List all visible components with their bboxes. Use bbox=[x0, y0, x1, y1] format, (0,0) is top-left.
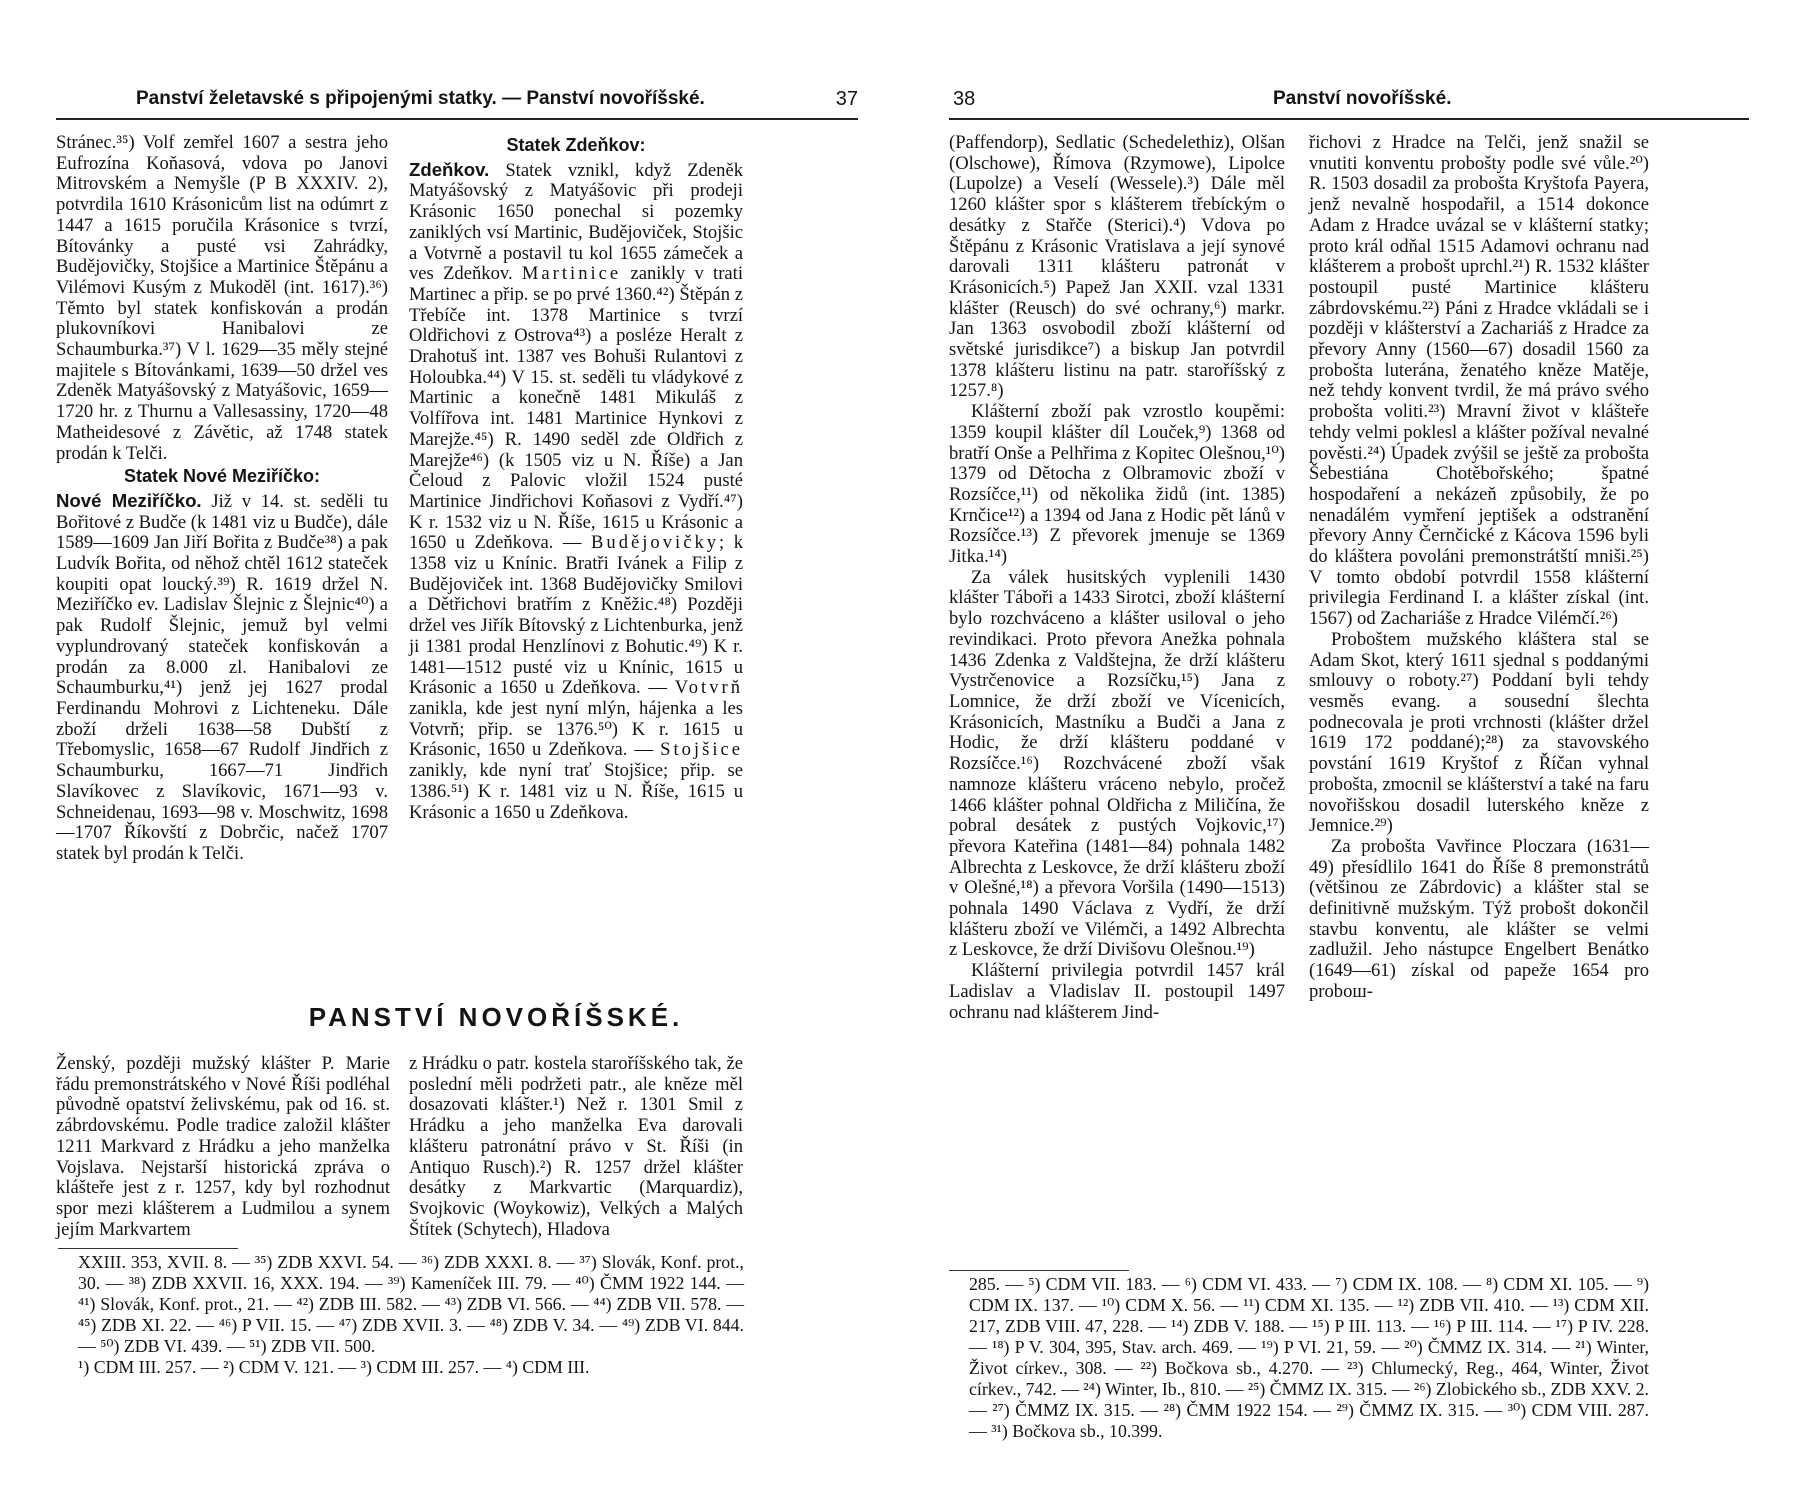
text-zdenkov-c: ; k 1358 viz u Knínic. Bratři Ivánek a Filip z Budějoviček int. 1368 Budějovičky Smilovi a Dětřichovi bratřím z Kněžic.⁴⁸) Později držel ves Jiřík Bítovský z Lichtenburka, jenž ji 1381 prodal Henzlínovi z Bohutic.⁴⁹) K r. 1481—1512 pusté viz u Knínic, 1615 u Krásonic a 1650 u Zdeňkova. — bbox=[409, 532, 743, 699]
paragraph-privilegia: Klášterní privilegia potvrdil 1457 král Ladislav a Vladislav II. postoupil 1497 ochranu nad klášterem Jind- bbox=[949, 960, 1285, 1023]
footnotes-right-block: 285. — ⁵) CDM VII. 183. — ⁶) CDM VI. 433. — ⁷) CDM IX. 108. — ⁸) CDM XI. 105. — ⁹) CDM IX. 137. — ¹⁰) CDM X. 56. — ¹¹) CDM XI. 135. — ¹²) ZDB VII. 410. — ¹³) CDM XII. 217, ZDB VIII. 47, 228. — ¹⁴) ZDB V. 188. — ¹⁵) P III. 113. — ¹⁶) P III. 114. — ¹⁷) P IV. 228. — ¹⁸) P V. 304, 395, Stav. arch. 469. — ¹⁹) P VI. 21, 59. — ²⁰) ČMMZ IX. 314. — ²¹) Winter, Život církev., 308. — ²²) Bočkova sb., 4.270. — ²³) Chlumecký, Reg., 464, Winter, Život církev., 742. — ²⁴) Winter, Ib., 810. — ²⁵) ČMMZ IX. 315. — ²⁶) Zlobického sb., ZDB XXV. 2. — ²⁷) ČMMZ IX. 315. — ²⁸) ČMM 1922 154. — ²⁹) ČMMZ IX. 315. — ³⁰) CDM VIII. 287. — ³¹) Bočkova sb., 10.399. bbox=[969, 1274, 1649, 1441]
column-left-2 bbox=[409, 133, 743, 843]
paragraph-zdenkov bbox=[409, 160, 743, 824]
lead-nove-mezericko: Nové Meziříčko. bbox=[56, 489, 202, 511]
running-head-title: Panství želetavské s připojenými statky. — Panství novoříšské. bbox=[136, 88, 705, 109]
header-rule bbox=[949, 118, 1749, 120]
text-zdenkov-e: zanikly, kde nyní trať Stojšice; přip. se 1386.⁵¹) K r. 1481 viz u N. Říše, 1615 u Krásonic a 1650 u Zdeňkova. bbox=[409, 760, 743, 823]
page-38 bbox=[905, 0, 1810, 1500]
paragraph-richovi: řichovi z Hradce na Telči, jenž snažil se vnutiti konventu proboštу podle své vůle.²⁰) R. 1503 dosadil za probošta Kryštofa Payera, jenž nevalně hospodařil, a 1514 dokonce Adam z Hradce uvázal se v klášterní statky; proto král odňal 1515 Adamovi ochranu nad klášterem a probošt uprchl.²¹) R. 1532 klášter postoupil pusté Martinice klášteru zábrdovskému.²²) Páni z Hradce vkládali se i později v klášterství a Zachariáš z Hradce za převory Anny (1560—67) dosadil 1560 za probošta luterána, ženatého kněze Matěje, než tehdy konvent tvrdil, že má právo svého probošta voliti.²³) Mravní život v klášteře tehdy velmi poklesl a klášter požíval nevalné pověsti.²⁴) Úpadek zvýšil se ještě za probošta Šebestiána Chotěbořského; špatné hospodaření a nekázeň způsobily, že po nenadálém vymření jeptišek a odstranění převory Anny Černčické z Kácova 1596 byli do kláštera povoláni premonstrátští mniši.²⁵) V tomto období potvrdil 1558 klášterní privilegia Ferdinand I. a klášter získal (int. 1567) od Zachariáše z Hradce Vilémčí.²⁶) bbox=[1309, 132, 1649, 630]
lead-zdenkov: Zdeňkov. bbox=[409, 158, 490, 180]
paragraph-stranec: Stránec.³⁵) Volf zemřel 1607 a sestra jeho Eufrozína Koňasová, vdova po Janovi Mitrovském a Nemyšle (P B XXXIV. 2), potvrdila 1610 Krásonicům list na odúmrt z 1447 a 1615 poručila Krásonice s tvrzí, Bítovánky a pusté vsi Zahrádky, Budějovičky, Stojšice a Martinice Štěpánu a Vilémovi Kusým z Mukoděl (int. 1617).³⁶) Těmto byl statek konfiskován a prodán plukovníkovi Hanibalovi ze Schaumburka.³⁷) V l. 1629—35 měly stejné majitele s Bítovánkami, 1639—50 držel ves Zdeněk Matyášovský z Matyášovic, 1659—1720 hr. z Thurnu a Vallesassiny, 1720—48 Matheidesové z Závětic, až 1748 statek prodán k Telči. bbox=[56, 132, 388, 464]
column-right-2 bbox=[1309, 133, 1649, 1253]
paragraph-ploczar: Za probošta Vavřince Ploczara (1631—49) přesídlilo 1641 do Říše 8 premonstrátů (většinou ze Zábrdovic) a klášter stal se definitivně mužským. Týž probošt dokončil stavbu konventu, ale klášter se velmi zadlužil. Jeho nástupce Engelbert Benátko (1649—61) získal od papeže 1654 pro probош- bbox=[1309, 835, 1649, 1002]
footnote-rule-left bbox=[58, 1248, 238, 1249]
text-zdenkov-d: zanikla, kde jest nyní mlýn, hájenka a les Votvrň; přip. se 1376.⁵⁰) K r. 1615 u Krásonic, 1650 u Zdeňkova. — bbox=[409, 697, 743, 761]
spaced-martinice: Martinice bbox=[521, 263, 622, 285]
heading-statek-zdenkov: Statek Zdeňkov: bbox=[506, 135, 646, 155]
footnotes-left bbox=[78, 1252, 744, 1432]
paragraph-valky-husitske: Za válek husitských vyplenili 1430 klášter Táboři a 1433 Sirotci, zboží klášterní bylo rozchváceno a klášter usiloval o jeho revindikaci. Proto převora Anežka pohnala 1436 Zdenka z Valdštejna, že drží klášteru Vystrčenovice a Rozsíčku,¹⁵) Jana z Lomnice, že drží zboží ve Vícenicích, Krásonicích, Mastníku a Budči a Jana z Hodic, že drží klášteru poddané v Rozsíčce.¹⁶) Rozchvácené zboží však namnoze klášteru vráceno nebylo, pročež 1466 klášter pohnal Oldřicha z Miličína, že pobral desátek z pustých Vojkovic,¹⁷) převora Kateřina (1481—84) pohnala 1482 Albrechta z Leskovce, že drží klášteru zboží v Olešné,¹⁸) a převora Voršila (1490—1513) pohnala 1490 Václava z Vydří, že drží klášteru zboží ve Vilémči, a 1492 Albrechta z Leskovce, že drží Divišovu Olešnou.¹⁹) bbox=[949, 566, 1285, 961]
spaced-budejovicky: Budějovičky bbox=[591, 532, 720, 554]
text-zdenkov-b: zanikly v trati Martinec a přip. se po prvé 1360.⁴²) Štěpán z Třebíče int. 1378 Martinice s tvrzí Oldřichovi z Ostrova⁴³) a posléze Heralt z Drahotuš int. 1387 ves Bohuši Rulantovi z Holoubka.⁴⁴) V 15. st. seděli tu vládykové z Martinic a konečně 1481 Mikuláš z Volfířova int. 1481 Martinice Hynkovi z Marejže.⁴⁵) R. 1490 seděl zde Oldřich z Marejže⁴⁶) (k 1505 viz u N. Říše) a Jan Čeloud z Palovic vložil 1524 pusté Martinice Jindřichovi Koňasovi z Vydří.⁴⁷) K r. 1532 viz u N. Říše, 1615 u Krásonic a 1650 u Zdeňkova. — bbox=[409, 263, 743, 554]
heading-statek-nove-meziricko: Statek Nové Meziříčko: bbox=[123, 466, 321, 487]
header-rule bbox=[56, 118, 858, 120]
page-number: 38 bbox=[953, 88, 976, 110]
spaced-votvrn: Votvrň bbox=[674, 677, 743, 699]
text-nove-mezericko: Již v 14. st. seděli tu Bořitové z Budče (k 1481 viz u Budče), dále 1589—1609 Jan Jiří Bořita z Budče³⁸) a pak Ludvík Bořita, od něhož chtěl 1612 stateček koupiti opat loucký.³⁹) R. 1619 držel N. Meziříčko ev. Ladislav Šlejnic z Šlejnic⁴⁰) a pak Rudolf Šlejnic, jemuž byl velmi vyplundrovaný stateček konfiskován a prodán za 8.000 zl. Hanibalovi ze Schaumburku,⁴¹) jenž jej 1627 prodal Ferdinandu Mohrovi z Lichteneku. Dále zboží drželi 1638—58 Dubští z Třebomyslic, 1658—67 Rudolf Jindřich z Schaumburku, 1667—71 Jindřich Slavíkovec z Slavíkovic, 1671—93 v. Schneidenau, 1693—98 v. Moschwitz, 1698—1707 Říkovští z Dobrčic, načež 1707 statek byl prodán k Telči. bbox=[56, 490, 389, 864]
column-right-1 bbox=[949, 133, 1285, 1253]
paragraph-nove-mezericko bbox=[56, 491, 388, 865]
section-title-panstvi-novoriisske: PANSTVÍ NOVOŘÍŠSKÉ. bbox=[308, 1002, 684, 1032]
column-left-1 bbox=[56, 132, 389, 864]
column-left-3 bbox=[56, 1054, 390, 1239]
paragraph-probostem: Proboštem mužského kláštera stal se Adam Skot, který 1611 sjednal s poddanými smlouvy o roboty.²⁷) Poddaní byli tehdy vesměs evang. a sousední šlechta podnecovala je proti vrchnosti (klášter držel 1619 172 poddané);²⁸) za stavovského povstání 1619 Kryštof z Říčan vyhnal probošta, zmocnil se klášterství a také na faru novořišskou dosadil luterského kněze z Jemnice.²⁹) bbox=[1309, 628, 1649, 837]
running-head-left bbox=[136, 88, 858, 118]
footnotes-right bbox=[969, 1274, 1649, 1449]
footnotes-left-block-2: ¹) CDM III. 257. — ²) CDM V. 121. — ³) CDM III. 257. — ⁴) CDM III. bbox=[78, 1357, 590, 1377]
footnotes-left-block-1: XXIII. 353, XVII. 8. — ³⁵) ZDB XXVI. 54. — ³⁶) ZDB XXXI. 8. — ³⁷) Slovák, Konf. prot., 30. — ³⁸) ZDB XXVII. 16, XXX. 194. — ³⁹) Kameníček III. 79. — ⁴⁰) ČMM 1922 144. — ⁴¹) Slovák, Konf. prot., 21. — ⁴²) ZDB III. 582. — ⁴³) ZDB VI. 566. — ⁴⁴) ZDB VII. 578. — ⁴⁵) ZDB XI. 22. — ⁴⁶) P VII. 15. — ⁴⁷) ZDB XVII. 3. — ⁴⁸) ZDB V. 34. — ⁴⁹) ZDB VI. 844. — ⁵⁰) ZDB VI. 439. — ⁵¹) ZDB VII. 500. bbox=[78, 1252, 744, 1356]
paragraph-paffendorp: (Paffendorp), Sedlatic (Schedelethiz), Olšan (Olschowe), Římova (Rzymowe), Lipolce (Lupolze) a Veselí (Wessele).³) Dále měl 1260 klášter spor s klášterem třebíckým o desátky z Stařče (Sterici).⁴) Vdova po Štěpánu z Krásonic Vratislava a její synové darovali 1311 klášteru patronát v Krásonicích.⁵) Papež Jan XXII. vzal 1331 klášter (Reusch) do své ochrany,⁶) markr. Jan 1363 osvobodil zboží klášterní od světské jurisdikce⁷) a biskup Jan potvrdil 1378 klášteru listinu na patr. staroříšský z 1257.⁸) bbox=[949, 132, 1285, 402]
page-number: 37 bbox=[835, 88, 858, 110]
column-left-4 bbox=[409, 1054, 743, 1239]
paragraph-klasterni-zbozi: Klášterní zboží pak vzrostlo koupěmi: 1359 koupil klášter díl Louček,⁹) 1368 od bratří Onše a Pelhřima z Kopitec Olešnou,¹⁰) 1379 od Dětocha z Olbramovic zboží v Rozsíčce,¹¹) od několika židů (int. 1385) Krnčice¹²) a 1394 od Jana z Hodic pět lánů v Rozsíčce.¹³) Z převorek jmenuje se 1369 Jitka.¹⁴) bbox=[949, 401, 1285, 568]
running-head-right bbox=[953, 88, 1675, 118]
spaced-stojsice: Stojšice bbox=[660, 739, 743, 761]
text-zdenkov-a: Statek vznikl, když Zdeněk Matyášovský z Matyášovic při prodeji Krásonic 1650 ponechal si pozemky zaniklých vsí Martinic, Budějoviček, Stojšic a Votvrně a postavil tu kol 1655 zámeček a ves Zdeňkov. bbox=[409, 159, 743, 285]
footnote-rule-right bbox=[949, 1270, 1129, 1271]
paragraph-zensky-klaster: Ženský, později mužský klášter P. Marie řádu premonstrátského v Nové Říši podléhal původně opatství želivskému, pak od 16. st. zábrdovskému. Podle tradice založil klášter 1211 Markvard z Hrádku a jeho manželka Vojslava. Nejstarší historická zpráva o klášteře jest z r. 1257, kdy byl rozhodnut spor mezi klášterem a Ludmilou a synem jejím Markvartem bbox=[56, 1053, 390, 1240]
paragraph-z-hradku: z Hrádku o patr. kostela staroříšského tak, že poslední měli podržeti patr., ale kněze měl dosazovati klášter.¹) Než r. 1301 Smil z Hrádku a jeho manželka Eva darovali klášteru patronátní právo v St. Říši (in Antiquo Rusch).²) R. 1257 držel klášter desátky z Markvartic (Marquardiz), Svojkovic (Woykowiz), Velkých a Malých Štítek (Schytech), Hladova bbox=[409, 1053, 743, 1240]
running-head-title: Panství novoříšské. bbox=[1273, 88, 1452, 109]
